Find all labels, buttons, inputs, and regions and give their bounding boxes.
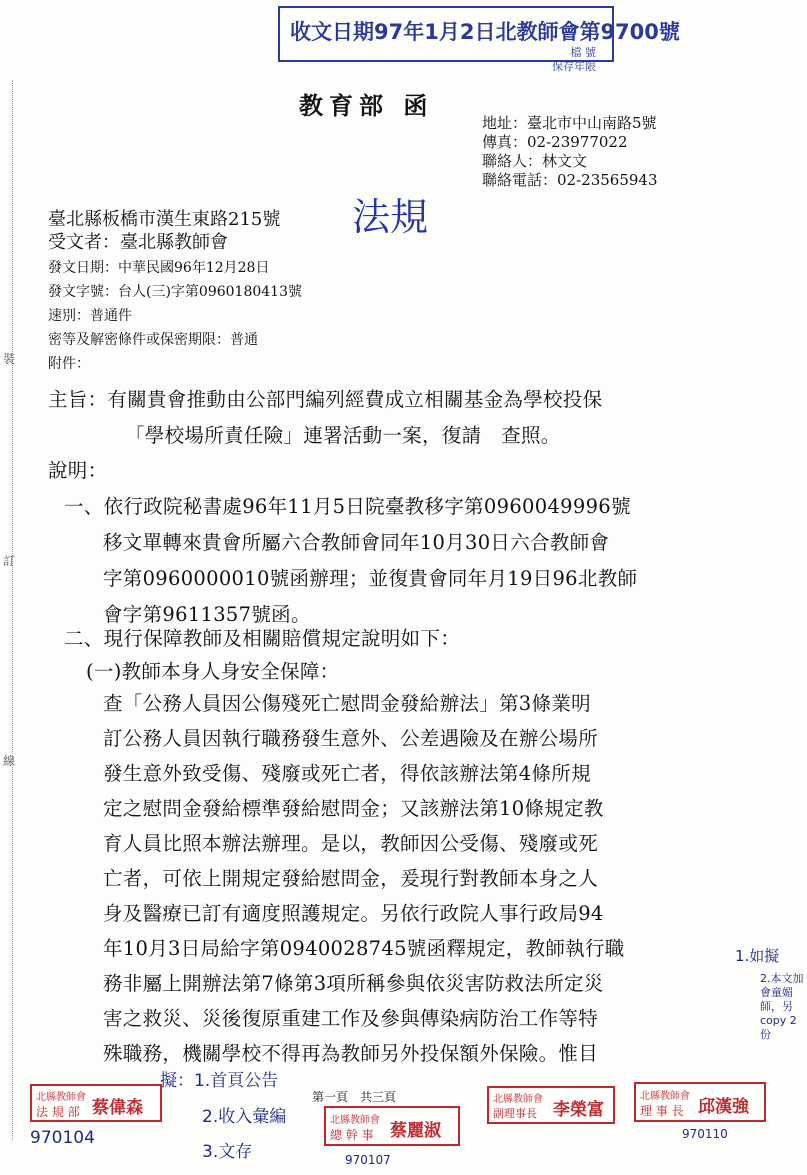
stamp-title: 總 幹 事 [330, 1128, 374, 1142]
subject-line-2: 「學校場所責任險」連署活動一案，復請 查照。 [125, 424, 561, 447]
sub1-heading: (一)教師本身人身安全保障： [86, 660, 340, 683]
handwritten-approval: 1.如擬 [735, 947, 780, 965]
issuing-org: 教育部 函 [299, 91, 434, 120]
org-fax: 傳真：02-23977022 [482, 133, 628, 151]
stamp-name: 李榮富 [553, 1100, 604, 1120]
handwritten-date: 970107 [345, 1153, 391, 1167]
sub1-line: 育人員比照本辦法辦理。是以，教師因公受傷、殘廢或死 [103, 832, 599, 855]
page-indicator: 第一頁 共三頁 [312, 1090, 397, 1104]
stamp-title: 法 規 部 [36, 1105, 80, 1119]
stamp-name: 蔡偉森 [92, 1098, 143, 1118]
receipt-stamp-text: 收文日期97年1月2日北教師會第9700號 [290, 20, 680, 44]
recipient-name: 受文者：臺北縣教師會 [48, 232, 228, 253]
stamp-title: 副理事長 [493, 1107, 537, 1120]
item1-line: 會字第9611357號函。 [103, 603, 311, 626]
stamp-name: 邱漢強 [698, 1097, 749, 1117]
margin-mark-ding: 訂 [3, 554, 16, 568]
recipient-address: 臺北縣板橋市漢生東路215號 [48, 209, 281, 230]
stamp-vice-chair [487, 1086, 615, 1124]
binding-line [12, 80, 13, 1140]
sub1-line: 發生意外致受傷、殘廢或死亡者，得依該辦法第4條所規 [103, 762, 591, 785]
stamp-chair [634, 1082, 766, 1122]
stamp-legal [30, 1084, 162, 1122]
stamp-org: 北縣教師會 [330, 1115, 380, 1126]
handwritten-date: 970104 [30, 1128, 95, 1148]
sub1-line: 身及醫療已訂有適度照護規定。另依行政院人事行政局94 [103, 902, 604, 925]
archive-label: 檔 號 [570, 46, 596, 59]
stamp-org: 北縣教師會 [640, 1091, 690, 1102]
sub1-line: 查「公務人員因公傷殘死亡慰問金發給辦法」第3條業明 [103, 692, 591, 715]
item1-line: 字第0960000010號函辦理；並復貴會同年月19日96北教師 [103, 567, 638, 590]
subject-line-1: 主旨：有關貴會推動由公部門編列經費成立相關基金為學校投保 [48, 388, 603, 411]
handwritten-instruction: 擬：1.首頁公告 [160, 1071, 279, 1091]
explain-label: 說明： [48, 459, 108, 482]
receipt-stamp [278, 6, 680, 62]
contact-person: 聯絡人：林文文 [482, 152, 588, 170]
handwritten-instruction: 3.文存 [202, 1142, 253, 1162]
stamp-secretary [324, 1106, 460, 1146]
stamp-name: 蔡麗淑 [390, 1121, 441, 1141]
item1-line: 一、依行政院秘書處96年11月5日院臺教移字第0960049996號 [64, 495, 631, 518]
sub1-line: 訂公務人員因執行職務發生意外、公差遇險及在辦公場所 [103, 727, 599, 750]
speed: 速別：普通件 [48, 308, 132, 324]
margin-mark-xian: 線 [3, 754, 16, 768]
org-address: 地址：臺北市中山南路5號 [482, 114, 657, 132]
margin-mark-zhuang: 裝 [3, 352, 16, 366]
sub1-line: 殊職務，機關學校不得再為教師另外投保額外保險。惟目 [103, 1042, 599, 1065]
handwritten-instruction: 2.收入彙編 [202, 1107, 287, 1127]
issue-date: 發文日期：中華民國96年12月28日 [48, 260, 270, 276]
stamp-title: 理 事 長 [640, 1104, 684, 1118]
sub1-line: 亡者，可依上開規定發給慰問金，爰現行對教師本身之人 [103, 867, 599, 890]
sub1-line: 害之救災、災後復原重建工作及參與傳染病防治工作等特 [103, 1007, 599, 1030]
stamp-org: 北縣教師會 [493, 1094, 543, 1105]
contact-phone: 聯絡電話：02-23565943 [482, 171, 658, 189]
sub1-line: 務非屬上開辦法第7條第3項所稱參與依災害防救法所定災 [103, 972, 604, 995]
secrecy: 密等及解密條件或保密期限：普通 [48, 332, 258, 348]
retention-label: 保存年限 [552, 60, 596, 73]
item1-line: 移文單轉來貴會所屬六合教師會同年10月30日六合教師會 [103, 531, 610, 554]
stamp-org: 北縣教師會 [36, 1092, 86, 1103]
sub1-line: 定之慰問金發給標準發給慰問金；又該辦法第10條規定教 [103, 797, 604, 820]
sub1-line: 年10月3日局給字第0940028745號函釋規定，教師執行職 [103, 937, 625, 960]
handwritten-note: 2.本文加會童媚師，另copy 2份 [760, 972, 804, 1041]
attachment: 附件： [48, 356, 90, 372]
item2-heading: 二、現行保障教師及相關賠償規定說明如下： [64, 627, 461, 650]
handwritten-date: 970110 [682, 1127, 728, 1141]
category-stamp: 法規 [352, 195, 429, 239]
issue-ref: 發文字號：台人(三)字第0960180413號 [48, 284, 302, 300]
